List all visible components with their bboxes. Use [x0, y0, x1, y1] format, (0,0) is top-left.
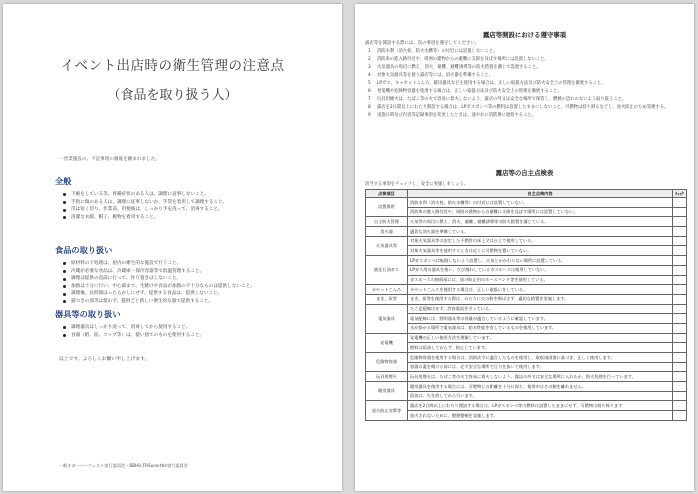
table-row: [366, 246, 687, 256]
rule-item: 3 火気器具の周辺に燃え、消火、避難、避難誘導等の防火措置を講じて設置すること。: [368, 65, 541, 70]
check-item: 放火されないために、整理整頓を実施します。: [408, 411, 673, 421]
table-row: [366, 304, 687, 314]
list-item: 下痢をしている等、胃腸症状のある人は、調理に従事しないこと。: [63, 191, 312, 199]
check-box-cell[interactable]: [673, 333, 687, 343]
section-food-handling: [55, 245, 312, 306]
check-category: 火気器具等: [366, 236, 408, 255]
check-item: 対象火気器具等を使用するときは近くに可燃物を置いていない。: [408, 246, 673, 256]
table-row: [366, 265, 687, 275]
check-category: 放火防止対策等: [366, 401, 408, 420]
table-row: [366, 198, 687, 208]
check-box-cell[interactable]: [673, 236, 687, 246]
check-category: カセットこんろ: [366, 285, 408, 295]
table-row: [366, 323, 687, 333]
section-heading: 器具等の取り扱い: [55, 309, 121, 319]
check-box-cell[interactable]: [673, 382, 687, 392]
checklist-body: [366, 198, 687, 421]
left-page: [3, 4, 342, 491]
section-general: [55, 176, 312, 221]
table-row: [366, 275, 687, 285]
rule-item: 4 対象火気器具等を使う露店等には、消火器を準備すること。: [368, 73, 494, 78]
check-box-cell[interactable]: [673, 227, 687, 237]
check-item: 電気配線には、照明器具等の容量が適合しているように確認しています。: [408, 314, 673, 324]
intro-text: 一営業施設の、下記事項の徹底を頼まれました。: [59, 157, 160, 162]
list-item: 爪は短く切り、作業前、用便後は、しっかり手を洗って、消毒すること。: [63, 206, 312, 214]
bullet-list: [55, 191, 312, 221]
check-box-cell[interactable]: [673, 391, 687, 401]
rule-item: 8 露店を2日間以上にわたり開設する場合は、LPガスボンベ等の燃料は設置したままにしないこと。可燃物は持ち帰るなどし、放火防止のため管理する。: [368, 105, 669, 110]
footer-organizer: 一般オガーハーフェスト実行委員会・BBHU FRSuna-the実行委員会: [59, 463, 188, 468]
table-row: [366, 294, 687, 304]
rule-item: 5 LPガス、キャセットこんろ、暖房器具などを使用する場合は、正しい取扱方法及び防火安全上の管理を徹底すること。: [368, 81, 606, 86]
list-item: 食器（紙、皿、コップ等）は、使い捨てのものを使用すること。: [63, 332, 312, 340]
rules-title: 露店等開設における遵守事項: [482, 31, 567, 39]
table-row: [366, 382, 687, 392]
check-box-cell[interactable]: [673, 411, 687, 421]
check-box-cell[interactable]: [673, 294, 687, 304]
check-category: 発電機: [366, 333, 408, 352]
check-box-cell[interactable]: [673, 304, 687, 314]
check-item: 水が掛かる場所で電気器具は、防水性能を有しているものを使用しています。: [408, 323, 673, 333]
table-header-row: [366, 190, 687, 198]
check-box-cell[interactable]: [673, 314, 687, 324]
table-row: [366, 353, 687, 363]
check-box-cell[interactable]: [673, 285, 687, 295]
table-row: [366, 362, 687, 372]
check-box-cell[interactable]: [673, 217, 687, 227]
check-category: 暖房器具: [366, 382, 408, 401]
table-row: [366, 217, 687, 227]
bullet-list: [55, 260, 312, 306]
check-box-cell[interactable]: [673, 265, 687, 275]
table-row: [366, 256, 687, 266]
closing-text: 以上です。よろしくお願い申し上げます。: [59, 357, 150, 362]
check-category: 玩具用煙火: [366, 372, 408, 382]
check-item: 給油は、火を消してから行います。: [408, 391, 673, 401]
check-category: 自主防火管理: [366, 217, 408, 227]
table-row: [366, 236, 687, 246]
check-box-cell[interactable]: [673, 198, 687, 208]
checklist-intro: 該当する事項をチェックし、安全に実施しましょう。: [365, 182, 468, 187]
check-item: 火気等の周辺に燃え、消火、避難、避難誘導等の防火措置を講じている。: [408, 217, 673, 227]
check-item: カセットこんろを使用する場合は、正しい取扱いをしている。: [408, 285, 673, 295]
rules-intro: 露店等を開設する際には、次の事項を遵守してください。: [365, 41, 480, 46]
rule-item: 9 実施日時及び内容等記録事項を変更したときは、速やかに消防署に連絡すること。: [368, 113, 536, 118]
check-box-cell[interactable]: [673, 323, 687, 333]
check-box-cell[interactable]: [673, 256, 687, 266]
rules-list: [365, 48, 680, 120]
rule-item: 1 消防水利（消火栓、防火水槽等）の付近には設置しないこと。: [368, 49, 498, 54]
section-heading: 食品の取り扱い: [55, 245, 113, 255]
list-item: 調理後、長時間ほったらかしにせず、提供する食品は、提供しないこと。: [63, 290, 312, 298]
column-header: ﾁｪｯｸ: [673, 190, 687, 198]
check-item: 玩具用煙火は、たばこ等の火で容易に着火しないよう、露店の外又は安全な場所に入れるか、防火処理を行っています。: [408, 372, 673, 382]
column-header: 自主点検内容: [408, 190, 673, 198]
table-row: [366, 314, 687, 324]
rule-item: 6 発電機や危険物容器を使用する場合は、正しい取扱方法及び防火安全上の管理を徹底すること。: [368, 89, 562, 94]
section-utensils: [55, 309, 312, 339]
check-box-cell[interactable]: [673, 343, 687, 353]
check-category: 設置場所: [366, 198, 408, 217]
list-item: 清潔な衣服、帽子、履物を着用すること。: [63, 214, 312, 222]
table-row: [366, 343, 687, 353]
check-category: 危険物容器: [366, 353, 408, 372]
table-row: [366, 391, 687, 401]
table-row: [366, 401, 687, 411]
checklist-title: 露店等の自主点検表: [495, 169, 554, 177]
check-item: LPガス用の器具を使い、ひび割れしているガスホースは使用していない。: [408, 265, 673, 275]
section-heading: 全般: [55, 176, 72, 186]
list-item: 露つきの皿等は使わず、提供ごと新しい衛生的な器で提供すること。: [63, 298, 312, 306]
check-item: 燃料は給油しておらず、防止しています。: [408, 343, 673, 353]
table-row: [366, 372, 687, 382]
check-item: まき、炭等を使用する際は、みだりに火の粉を飛ばさず、適切な措置を実施します。: [408, 294, 673, 304]
list-item: 加熱は十分に行い、中心部まで、生焼けや食品が加熱の不十分なものは提供しないこと。: [63, 283, 312, 291]
check-item: 消防水利（消火栓、防火水槽等）の付近には設置していない。: [408, 198, 673, 208]
bullet-list: [55, 324, 312, 339]
list-item: 調理器具はしっかり洗って、消毒してから使用すること。: [63, 324, 312, 332]
list-item: 手指に傷のある人は、調理に従事しないか、手袋を着用して調理すること。: [63, 199, 312, 207]
check-box-cell[interactable]: [673, 246, 687, 256]
list-item: 冷蔵が必要な食品は、冷蔵庫・保冷容器等で低温管理すること。: [63, 268, 312, 276]
check-box-cell[interactable]: [673, 353, 687, 363]
check-item: ガスホースの接続部には、抜け防止用のホースバンド等を使用している。: [408, 275, 673, 285]
check-item: 適切な消火器を準備している。: [408, 227, 673, 237]
check-box-cell[interactable]: [673, 275, 687, 285]
check-category: 消火器: [366, 227, 408, 237]
list-item: 原材料の下処理は、屋内の衛生的な施設で行うこと。: [63, 260, 312, 268]
check-category: 電気器具: [366, 304, 408, 333]
column-header: 点検項目: [366, 190, 408, 198]
check-item: 危険物容器を使用する場合は、消防法令に適合したものを使用し、取扱規則書に基づき、正しく使用します。: [408, 353, 673, 363]
check-category: 液化石油ガス: [366, 256, 408, 285]
check-box-cell[interactable]: [673, 207, 687, 217]
page-title: イベント出店時の衛生管理の注意点: [60, 58, 285, 74]
check-category: まき、炭等: [366, 294, 408, 304]
page-subtitle: （食品を取り扱う人）: [107, 88, 238, 103]
check-item: 発電機の正しい使用方法を理解しています。: [408, 333, 673, 343]
table-row: [366, 227, 687, 237]
right-page: [355, 4, 694, 491]
table-row: [366, 333, 687, 343]
rule-item: 2 消防車の進入路付近や、周囲の建物からの避難に支障を及ぼす場所には設置しないこと。: [368, 57, 549, 62]
check-item: 消防車の進入路付近や、周囲の建物からの避難に支障を及ぼす場所には設置していない。: [408, 207, 673, 217]
check-item: 暖房器具を使用する場合には、可燃物との距離を十分に保ち、使用中はその側を離れません。: [408, 382, 673, 392]
rule-item: 7 玩具用煙火は、たばこ等の火で容易に着火しないよう、露店の外又は安全な場所で保管し、燃焼の恐れのないよう取り扱うこと。: [368, 97, 627, 102]
check-item: 露店を2日間以上にわたり開設する場合は、LPガスボンベ等の燃料は設置したままにせず、可燃物は持ち帰ります: [408, 401, 673, 411]
check-box-cell[interactable]: [673, 401, 687, 411]
check-item: 容器の蓋を開ける前には、必ず安全な場所で圧力を抜いて使用します。: [408, 362, 673, 372]
checklist-table: [365, 189, 687, 421]
list-item: 調理は提供の直前に行って、作り置きはしないこと。: [63, 275, 312, 283]
check-box-cell[interactable]: [673, 362, 687, 372]
check-item: LPガスボンベは転倒しないよう設置し、火気とかかわらない場所に設置している。: [408, 256, 673, 266]
table-row: [366, 285, 687, 295]
check-item: 対象火気器具等の安定した不燃性の床上又は台上で使用している。: [408, 236, 673, 246]
table-row: [366, 411, 687, 421]
check-box-cell[interactable]: [673, 372, 687, 382]
table-row: [366, 207, 687, 217]
check-item: たこ足配線はせず、許容電流を守っている。: [408, 304, 673, 314]
